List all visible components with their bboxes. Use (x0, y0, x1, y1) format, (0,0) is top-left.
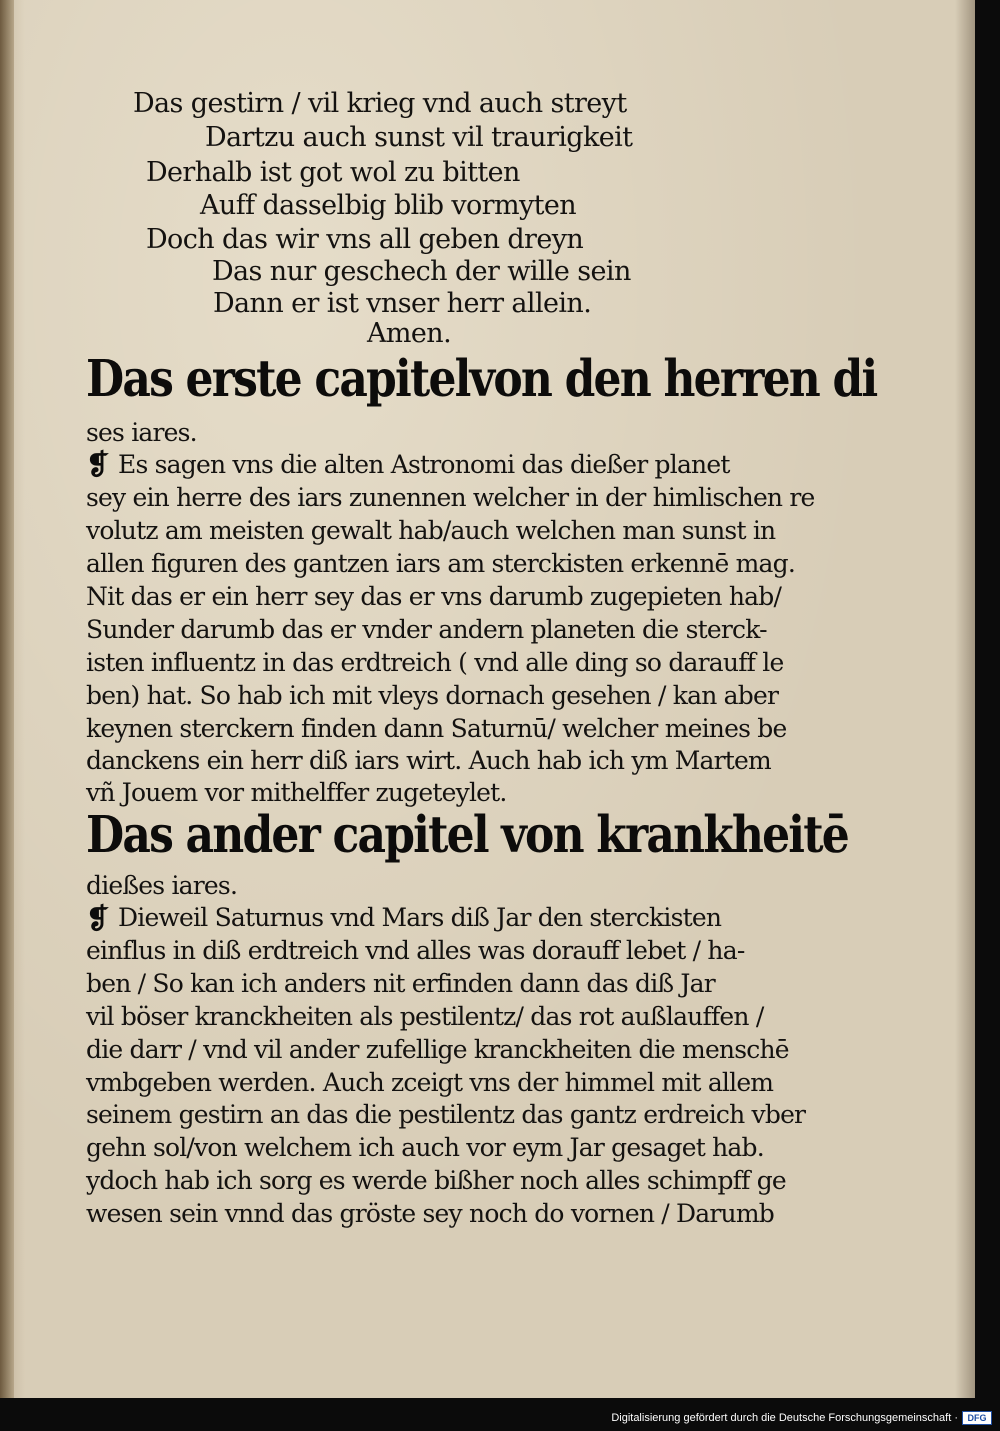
chapter-2-line: Dieweil Saturnus vnd Mars diß Jar den sterckisten (118, 903, 722, 932)
chapter-1-line: Nit das er ein herr sey das er vns darumb zugepieten hab/ (86, 582, 782, 611)
chapter-2-line: einflus in diß erdtreich vnd alles was dorauff lebet / ha- (86, 936, 745, 965)
chapter-2-line: seinem gestirn an das die pestilentz das gantz erdreich vber (86, 1100, 806, 1129)
chapter-2-line: ben / So kan ich anders nit erfinden dann das diß Jar (86, 969, 715, 998)
chapter-2-line: vmbgeben werden. Auch zceigt vns der himmel mit allem (86, 1068, 774, 1097)
pilcrow-mark: ❡ (86, 902, 110, 935)
verse-line: Das nur geschech der wille sein (212, 256, 631, 287)
chapter-2-heading-continuation: dießes iares. (86, 871, 238, 900)
chapter-1-line: keynen sterckern finden dann Saturnū/ welcher meines be (86, 714, 787, 743)
chapter-2-line: wesen sein vnnd das gröste sey noch do vornen / Darumb (86, 1199, 774, 1228)
chapter-2-heading: Das ander capitel von krankheitē (86, 806, 848, 865)
chapter-1-line: danckens ein herr diß iars wirt. Auch hab ich ym Martem (86, 746, 771, 775)
chapter-2-line: gehn sol/von welchem ich auch vor eym Jar gesaget hab. (86, 1133, 764, 1162)
page-gutter (0, 0, 14, 1398)
chapter-1-line: ben) hat. So hab ich mit vleys dornach gesehen / kan aber (86, 681, 779, 710)
chapter-1-line: allen figuren des gantzen iars am sterckisten erkennē mag. (86, 549, 795, 578)
footer-funding-text: Digitalisierung gefördert durch die Deutsche Forschungsgemeinschaft · (611, 1412, 958, 1424)
verse-line: Das gestirn / vil krieg vnd auch streyt (133, 88, 627, 119)
chapter-1-heading: Das erste capitelvon den herren di (86, 350, 877, 409)
chapter-1-line: sey ein herre des iars zunennen welcher in der himlischen re (86, 483, 815, 512)
chapter-1-heading-continuation: ses iares. (86, 418, 197, 447)
chapter-2-line: ydoch hab ich sorg es werde bißher noch alles schimpff ge (86, 1166, 786, 1195)
verse-amen: Amen. (367, 318, 452, 349)
page-edge-shadow (955, 0, 975, 1398)
dfg-logo[interactable]: DFG (962, 1411, 992, 1425)
chapter-2-line: die darr / vnd vil ander zufellige kranckheiten die menschē (86, 1035, 789, 1064)
verse-line: Auff dasselbig blib vormyten (200, 190, 577, 221)
chapter-1-line: Sunder darumb das er vnder andern planeten die sterck- (86, 615, 767, 644)
chapter-1-line: volutz am meisten gewalt hab/auch welchen man sunst in (86, 516, 776, 545)
verse-line: Dartzu auch sunst vil traurigkeit (205, 122, 633, 153)
chapter-1-line: Es sagen vns die alten Astronomi das dießer planet (118, 450, 730, 479)
verse-line: Dann er ist vnser herr allein. (213, 288, 592, 319)
chapter-1-line: vñ Jouem vor mithelffer zugeteylet. (86, 778, 507, 807)
chapter-2-line: vil böser kranckheiten als pestilentz/ das rot außlauffen / (86, 1002, 764, 1031)
verse-line: Derhalb ist got wol zu bitten (146, 157, 520, 188)
chapter-1-line: isten influentz in das erdtreich ( vnd alle ding so darauff le (86, 648, 784, 677)
verse-line: Doch das wir vns all geben dreyn (146, 224, 584, 255)
pilcrow-mark: ❡ (86, 448, 110, 481)
